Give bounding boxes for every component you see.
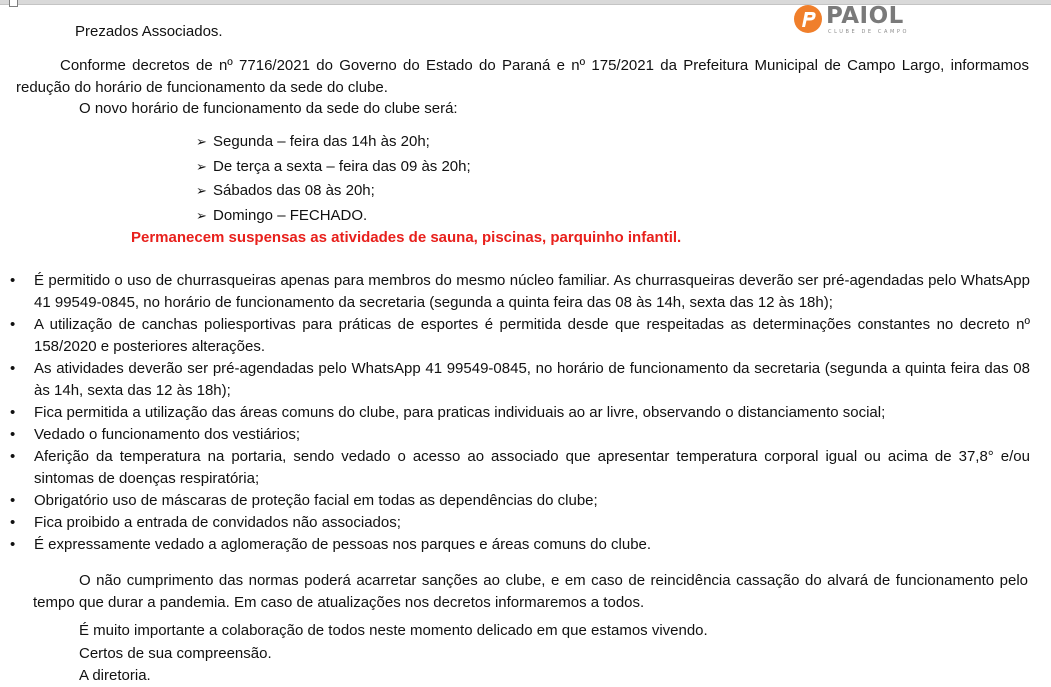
rule-item (10, 424, 1030, 446)
schedule-item (196, 179, 471, 204)
rule-text: As atividades deverão ser pré-agendadas pelo WhatsApp 41 99549-0845, no horário de funcionamento da secretaria (segunda a quinta feira das 08 às 14h, sexta das 12 às 18h); (34, 360, 1030, 399)
rule-text: É expressamente vedado a aglomeração de pessoas nos parques e áreas comuns do clube. (34, 536, 652, 553)
paiol-logo (794, 2, 910, 36)
intro-paragraph: Conforme decretos de nº 7716/2021 do Governo do Estado do Paraná e nº 175/2021 da Prefeitura Municipal de Campo Largo, informamos redução do horário de funcionamento da sede do clube. (16, 57, 1029, 96)
rule-text: Fica permitida a utilização das áreas comuns do clube, para praticas individuais ao ar livre, observando o distanciamento social; (34, 404, 886, 421)
suspended-activities-notice: Permanecem suspensas as atividades de sauna, piscinas, parquinho infantil. (131, 229, 682, 246)
rule-text: A utilização de canchas poliesportivas para práticas de esportes é permitida desde que respeitadas as determinações constantes no decreto nº 158/2020 e posteriores alterações. (34, 316, 1030, 355)
bullet-dot-icon: • (10, 514, 16, 531)
rule-item (10, 402, 1030, 424)
bullet-dot-icon: • (10, 272, 16, 289)
arrow-bullet-icon: ➢ (196, 134, 207, 149)
schedule-item-text: Domingo – FECHADO. (213, 207, 368, 225)
rule-item (10, 512, 1030, 534)
arrow-bullet-icon: ➢ (196, 208, 207, 224)
rule-text: Aferição da temperatura na portaria, sendo vedado o acesso ao associado que apresentar temperatura corporal igual ou acima de 37,8° e/ou sintomas de doenças respiratória; (34, 448, 1030, 487)
rule-item (10, 490, 1030, 512)
arrow-bullet-icon: ➢ (196, 158, 207, 174)
schedule-intro: O novo horário de funcionamento da sede do clube será: (79, 100, 458, 117)
schedule-item-text: De terça a sexta – feira das 09 às 20h; (213, 157, 471, 175)
closing-paragraph: O não cumprimento das normas poderá acarretar sanções ao clube, e em caso de reincidência cassação do alvará de funcionamento pelo tempo que durar a pandemia. Em caso de atualizações nos decretos informaremos a todos. (33, 572, 1028, 611)
rule-item (10, 534, 1030, 556)
paiol-logo-icon (794, 5, 822, 33)
bullet-dot-icon: • (10, 404, 16, 421)
rule-text: Vedado o funcionamento dos vestiários; (34, 426, 301, 443)
schedule-item-text: Sábados das 08 às 20h; (213, 182, 375, 200)
page-corner-mark (9, 0, 18, 7)
rule-item (10, 358, 1030, 402)
greeting: Prezados Associados. (75, 23, 223, 40)
rules-list (10, 270, 1030, 556)
logo-subtitle: CLUBE DE CAMPO (828, 29, 910, 35)
schedule-list (196, 130, 471, 229)
signature: A diretoria. (79, 667, 151, 684)
schedule-item (196, 155, 471, 180)
logo-wordmark: PAIOL (826, 3, 904, 29)
rule-text: É permitido o uso de churrasqueiras apenas para membros do mesmo núcleo familiar. As churrasqueiras deverão ser pré-agendadas pelo WhatsApp 41 99549-0845, no horário de funcionamento da secretaria (segunda a quinta feira das 08 às 14h, sexta das 12 às 18h); (34, 272, 1030, 311)
rule-item (10, 314, 1030, 358)
rule-text: Fica proibido a entrada de convidados não associados; (34, 514, 401, 531)
schedule-item-text: Segunda – feira das 14h às 20h; (213, 133, 430, 150)
arrow-bullet-icon: ➢ (196, 183, 207, 199)
bullet-dot-icon: • (10, 426, 16, 443)
bullet-dot-icon: • (10, 360, 16, 377)
closing-line: É muito importante a colaboração de todos neste momento delicado em que estamos vivendo. (79, 622, 708, 639)
bullet-dot-icon: • (10, 492, 16, 509)
schedule-item (196, 130, 471, 155)
bullet-dot-icon: • (10, 536, 16, 553)
bullet-dot-icon: • (10, 448, 16, 465)
bullet-dot-icon: • (10, 316, 16, 333)
schedule-item (196, 204, 471, 229)
rule-text: Obrigatório uso de máscaras de proteção facial em todas as dependências do clube; (34, 492, 598, 509)
closing-line: Certos de sua compreensão. (79, 645, 272, 662)
rule-item (10, 446, 1030, 490)
rule-item (10, 270, 1030, 314)
